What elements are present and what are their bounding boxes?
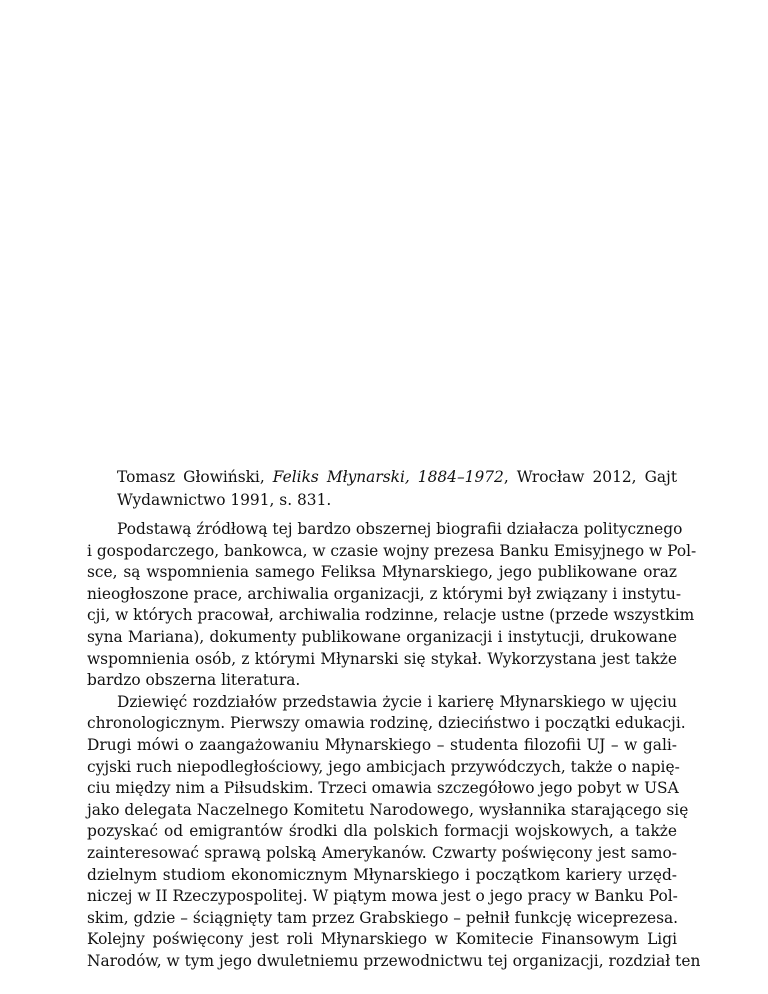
book-citation bbox=[117, 466, 677, 511]
paragraph-2 bbox=[87, 692, 701, 973]
citation-publisher-info: , Wrocław 2012, Gajt bbox=[503, 468, 678, 486]
text-line: pozyskać od emigrantów środki dla polskich formacji wojskowych, a także bbox=[87, 822, 677, 841]
text-line: nieogłoszone prace, archiwalia organizacji, z którymi był związany i instytu- bbox=[87, 584, 682, 603]
text-line: Drugi mówi o zaangażowaniu Młynarskiego – studenta filozofii UJ – w gali- bbox=[87, 735, 677, 754]
text-line: bardzo obszerna literatura. bbox=[87, 671, 301, 690]
text-line: Podstawą źródłową tej bardzo obszernej biografii działacza politycznego bbox=[117, 520, 683, 538]
text-line: jako delegata Naczelnego Komitetu Narodowego, wysłannika starającego się bbox=[87, 800, 689, 819]
review-body bbox=[87, 519, 701, 972]
text-line: dzielnym studiom ekonomicznym Młynarskiego i początkom kariery urzęd- bbox=[87, 865, 677, 884]
text-line: ciu między nim a Piłsudskim. Trzeci omawia szczegółowo jego pobyt w USA bbox=[87, 779, 679, 798]
text-line: chronologicznym. Pierwszy omawia rodzinę, dzieciństwo i początki edukacji. bbox=[87, 714, 686, 733]
text-line: Narodów, w tym jego dwuletniemu przewodnictwu tej organizacji, rozdział ten bbox=[87, 951, 701, 970]
citation-title: Feliks Młynarski, 1884–1972 bbox=[272, 468, 504, 486]
text-line: Kolejny poświęcony jest roli Młynarskiego w Komitecie Finansowym Ligi bbox=[87, 930, 677, 949]
text-line: cyjski ruch niepodległościowy, jego ambicjach przywódczych, także o napię- bbox=[87, 757, 680, 776]
text-line: wspomnienia osób, z którymi Młynarski się stykał. Wykorzystana jest także bbox=[87, 649, 677, 668]
citation-line-1 bbox=[117, 466, 677, 489]
text-line: skim, gdzie – ściągnięty tam przez Grabskiego – pełnił funkcję wiceprezesa. bbox=[87, 908, 679, 927]
citation-line-2: Wydawnictwo 1991, s. 831. bbox=[117, 490, 332, 509]
text-line: zainteresować sprawą polską Amerykanów. Czwarty poświęcony jest samo- bbox=[87, 843, 677, 862]
citation-author: Tomasz Głowiński, bbox=[117, 468, 273, 486]
text-line: niczej w II Rzeczypospolitej. W piątym mowa jest o jego pracy w Banku Pol- bbox=[87, 887, 678, 906]
text-line: sce, są wspomnienia samego Feliksa Młynarskiego, jego publikowane oraz bbox=[87, 563, 677, 582]
text-line: Dziewięć rozdziałów przedstawia życie i karierę Młynarskiego w ujęciu bbox=[117, 692, 677, 711]
paragraph-1 bbox=[87, 519, 697, 692]
text-line: syna Mariana), dokumenty publikowane organizacji i instytucji, drukowane bbox=[87, 627, 677, 646]
text-line: cji, w których pracował, archiwalia rodzinne, relacje ustne (przede wszystkim bbox=[87, 606, 695, 625]
text-line: i gospodarczego, bankowca, w czasie wojny prezesa Banku Emisyjnego w Pol- bbox=[87, 541, 697, 560]
